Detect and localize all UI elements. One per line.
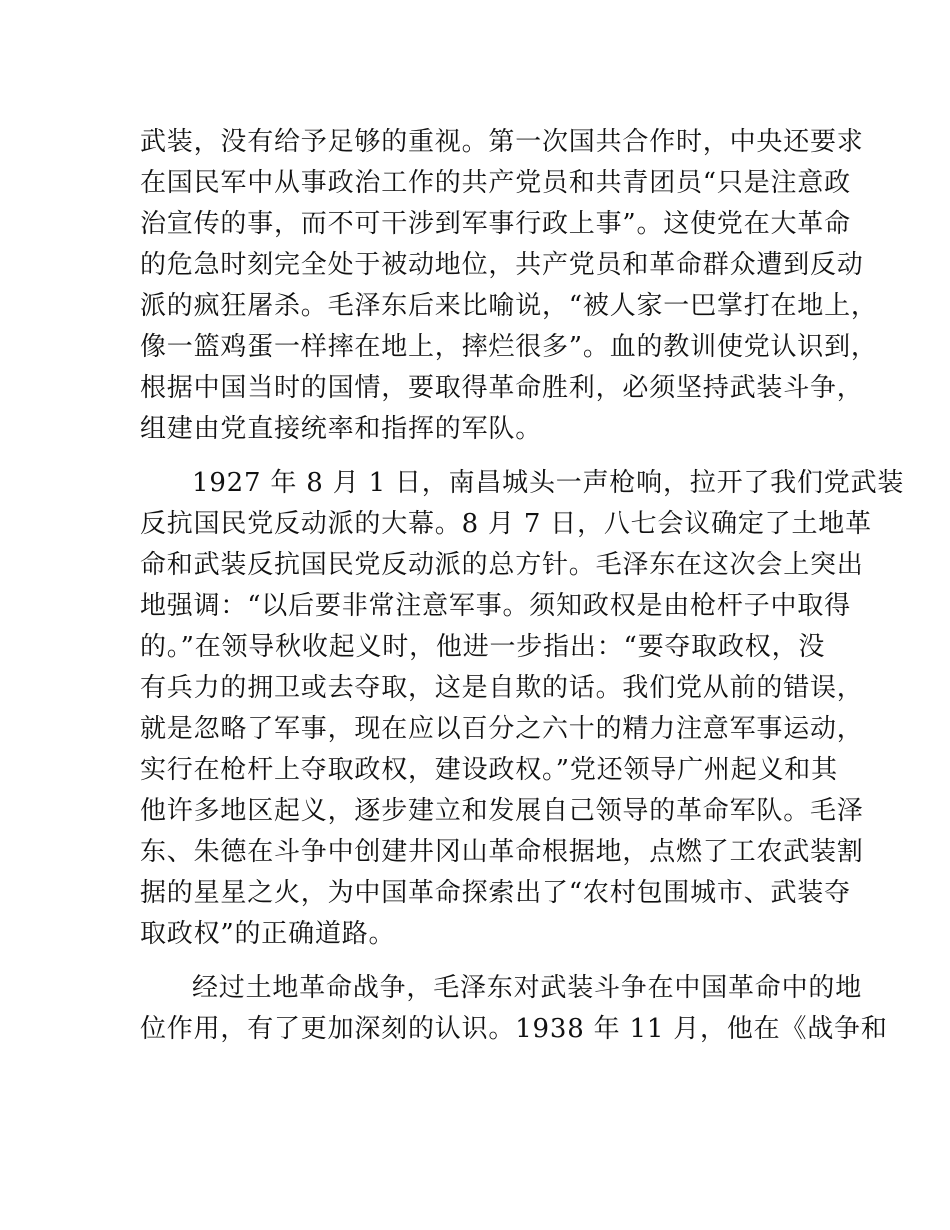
text-line: 就是忽略了军事，现在应以百分之六十的精力注意军事运动， (140, 714, 864, 744)
text-line: 命和武装反抗国民党反动派的总方针。毛泽东在这次会上突出 (140, 550, 864, 580)
text-line: 反抗国民党反动派的大幕。8 月 7 日，八七会议确定了土地革 (140, 509, 872, 539)
document-page (140, 124, 905, 1065)
text-line: 据的星星之火，为中国革命探索出了“农村包围城市、武装夺 (140, 878, 851, 908)
text-line: 的。”在领导秋收起义时，他进一步指出：“要夺取政权，没 (140, 632, 826, 662)
text-line: 他许多地区起义，逐步建立和发展自己领导的革命军队。毛泽 (140, 796, 864, 826)
text-line: 经过土地革命战争，毛泽东对武装斗争在中国革命中的地 (192, 973, 863, 1003)
text-line: 武装，没有给予足够的重视。第一次国共合作时，中央还要求 (140, 127, 864, 157)
text-line: 的危急时刻完全处于被动地位，共产党员和革命群众遭到反动 (140, 250, 864, 280)
paragraph-2 (140, 465, 905, 957)
paragraph-1 (140, 124, 878, 452)
text-line: 像一篮鸡蛋一样摔在地上，摔烂很多”。血的教训使党认识到， (140, 332, 878, 362)
text-line: 组建由党直接统率和指挥的军队。 (140, 414, 543, 444)
text-line: 派的疯狂屠杀。毛泽东后来比喻说，“被人家一巴掌打在地上， (140, 291, 878, 321)
text-line: 在国民军中从事政治工作的共产党员和共青团员“只是注意政 (140, 168, 851, 198)
paragraph-3 (140, 970, 888, 1052)
text-line: 位作用，有了更加深刻的认识。1938 年 11 月，他在《战争和 (140, 1014, 888, 1044)
text-line: 有兵力的拥卫或去夺取，这是自欺的话。我们党从前的错误， (140, 673, 864, 703)
text-line: 治宣传的事，而不可干涉到军事行政上事”。这使党在大革命 (140, 209, 851, 239)
text-line: 1927 年 8 月 1 日，南昌城头一声枪响，拉开了我们党武装 (192, 468, 905, 498)
text-line: 东、朱德在斗争中创建井冈山革命根据地，点燃了工农武装割 (140, 837, 864, 867)
text-line: 地强调：“以后要非常注意军事。须知政权是由枪杆子中取得 (140, 591, 851, 621)
text-line: 实行在枪杆上夺取政权，建设政权。”党还领导广州起义和其 (140, 755, 838, 785)
text-line: 取政权”的正确道路。 (140, 919, 396, 949)
text-line: 根据中国当时的国情，要取得革命胜利，必须坚持武装斗争， (140, 373, 864, 403)
